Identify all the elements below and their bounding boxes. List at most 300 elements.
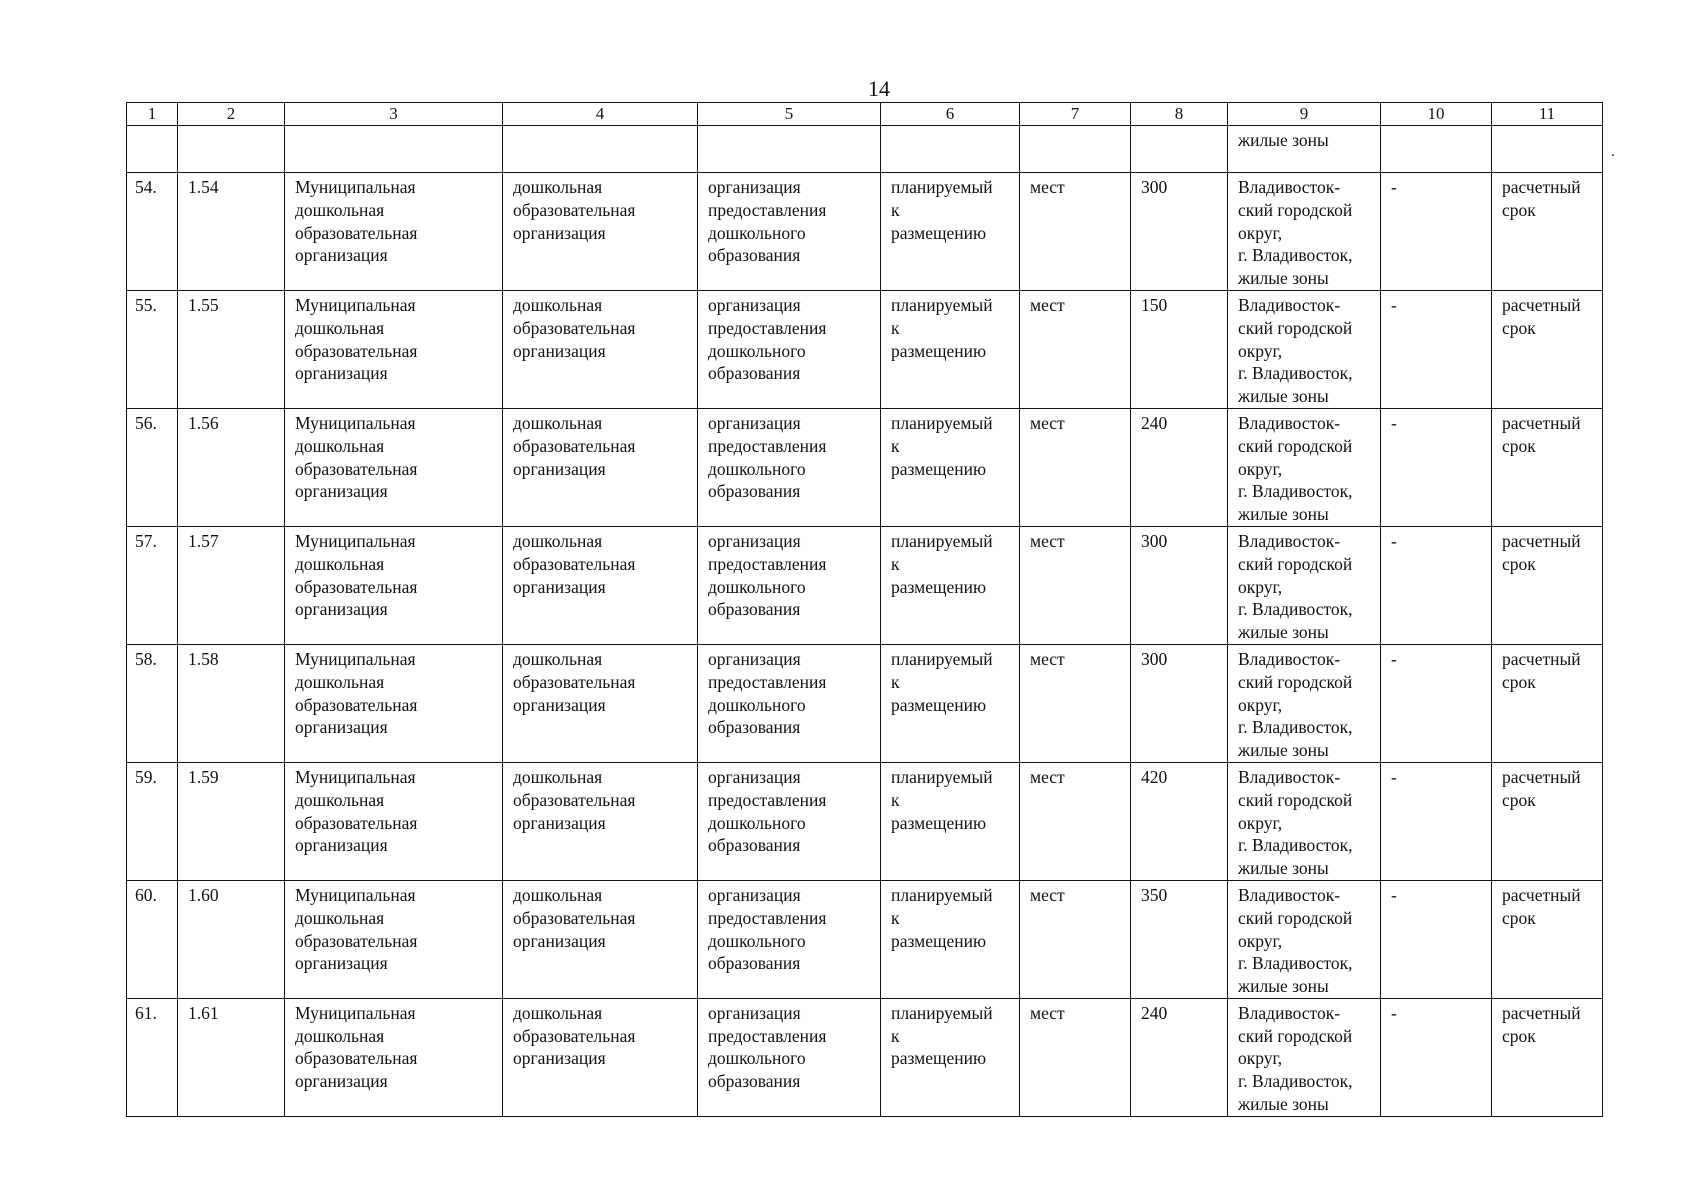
capacity-value: 420 [1141, 766, 1168, 787]
object-name-line: дошкольная [295, 789, 385, 810]
object-name-line: дошкольная [295, 317, 385, 338]
object-type-line: организация [513, 576, 606, 597]
measure-unit: мест [1030, 530, 1065, 551]
object-status-line: размещению [891, 340, 987, 361]
object-status-line: к [891, 907, 900, 928]
object-purpose-line: предоставления [708, 671, 827, 692]
object-purpose-cell [698, 408, 881, 526]
measure-unit-cell [1020, 173, 1131, 291]
object-status-line: к [891, 317, 900, 338]
object-code-cell [178, 998, 285, 1116]
implementation-term-line: срок [1502, 907, 1536, 928]
table-body [127, 103, 1603, 1117]
object-status-line: размещению [891, 694, 987, 715]
object-status-cell [881, 998, 1020, 1116]
object-purpose-line: предоставления [708, 435, 827, 456]
page-number: 14 [868, 76, 890, 101]
object-location-line: г. Владивосток, [1238, 481, 1353, 502]
object-status-line: планируемый [891, 530, 993, 551]
object-location-line: г. Владивосток, [1238, 363, 1353, 384]
implementation-term-cell [1492, 290, 1603, 408]
row-number-cell [127, 290, 178, 408]
empty-cell [698, 126, 881, 173]
row-number: 61. [135, 1002, 157, 1023]
implementation-term-line: расчетный [1502, 177, 1581, 197]
object-location-line: жилые зоны [1238, 1094, 1329, 1115]
continuation-location: жилые зоны [1228, 126, 1381, 173]
column-number: 11 [1492, 103, 1603, 126]
measure-unit-cell [1020, 880, 1131, 998]
measure-unit-cell [1020, 644, 1131, 762]
object-purpose-line: образования [708, 1071, 801, 1092]
object-status-cell [881, 880, 1020, 998]
object-code: 1.61 [188, 1002, 219, 1023]
object-name-line: образовательная [295, 340, 418, 361]
object-name-line: Муниципальная [295, 1002, 416, 1023]
object-status-line: планируемый [891, 766, 993, 787]
row-number: 54. [135, 177, 157, 197]
object-name-line: Муниципальная [295, 177, 416, 197]
measure-unit-cell [1020, 290, 1131, 408]
column-number: 1 [127, 103, 178, 126]
column-10-value: - [1391, 884, 1397, 905]
empty-cell [127, 126, 178, 173]
object-type-line: дошкольная [513, 648, 603, 669]
object-code-cell [178, 880, 285, 998]
object-status-line: размещению [891, 1048, 987, 1069]
object-type-line: образовательная [513, 671, 636, 692]
measure-unit: мест [1030, 294, 1065, 315]
object-purpose-line: организация [708, 412, 801, 433]
object-status-line: размещению [891, 576, 987, 597]
table-row [127, 644, 1603, 762]
object-name-line: образовательная [295, 222, 418, 243]
object-name-line: организация [295, 953, 388, 974]
object-name-line: образовательная [295, 576, 418, 597]
object-purpose-line: организация [708, 648, 801, 669]
empty-cell [178, 126, 285, 173]
object-name-line: организация [295, 717, 388, 738]
empty-cell [1020, 126, 1131, 173]
column-10-value-cell [1381, 998, 1492, 1116]
capacity-value-cell [1131, 644, 1228, 762]
object-name-line: дошкольная [295, 907, 385, 928]
object-purpose-line: образования [708, 835, 801, 856]
object-name-line: дошкольная [295, 199, 385, 220]
object-status-line: размещению [891, 930, 987, 951]
implementation-term-line: срок [1502, 1025, 1536, 1046]
column-10-value-cell [1381, 762, 1492, 880]
object-type-line: дошкольная [513, 884, 603, 905]
capacity-value-cell [1131, 762, 1228, 880]
implementation-term-line: расчетный [1502, 412, 1581, 433]
object-type-line: образовательная [513, 317, 636, 338]
object-purpose-line: образования [708, 599, 801, 620]
empty-cell [881, 126, 1020, 173]
table-row [127, 290, 1603, 408]
object-status-cell [881, 173, 1020, 291]
capacity-value-cell [1131, 290, 1228, 408]
object-location-line: жилые зоны [1238, 622, 1329, 643]
object-name-line: Муниципальная [295, 648, 416, 669]
object-code-cell [178, 762, 285, 880]
object-location-line: округ, [1238, 222, 1283, 243]
object-purpose-cell [698, 880, 881, 998]
row-number-cell [127, 762, 178, 880]
object-type-line: образовательная [513, 553, 636, 574]
object-purpose-line: предоставления [708, 1025, 827, 1046]
implementation-term-cell [1492, 173, 1603, 291]
column-10-value: - [1391, 766, 1397, 787]
scan-speck [1612, 154, 1614, 156]
object-purpose-cell [698, 762, 881, 880]
row-number: 58. [135, 648, 157, 669]
object-status-line: размещению [891, 222, 987, 243]
column-10-value: - [1391, 1002, 1397, 1023]
object-type-line: дошкольная [513, 530, 603, 551]
object-name-line: Муниципальная [295, 884, 416, 905]
object-type-cell [503, 998, 698, 1116]
object-purpose-cell [698, 290, 881, 408]
object-location-cell [1228, 998, 1381, 1116]
object-name-line: организация [295, 245, 388, 266]
implementation-term-line: срок [1502, 671, 1536, 692]
object-code-cell [178, 408, 285, 526]
implementation-term-line: срок [1502, 199, 1536, 220]
object-location-line: г. Владивосток, [1238, 599, 1353, 620]
implementation-term-cell [1492, 762, 1603, 880]
capacity-value: 300 [1141, 177, 1168, 197]
implementation-term-cell [1492, 998, 1603, 1116]
object-location-line: Владивосток- [1238, 1002, 1341, 1023]
object-code: 1.55 [188, 294, 219, 315]
object-location-line: жилые зоны [1238, 268, 1329, 289]
object-location-line: округ, [1238, 340, 1283, 361]
object-purpose-line: дошкольного [708, 694, 806, 715]
object-type-cell [503, 880, 698, 998]
object-type-line: организация [513, 930, 606, 951]
object-status-line: планируемый [891, 648, 993, 669]
implementation-term-line: срок [1502, 789, 1536, 810]
column-number: 4 [503, 103, 698, 126]
capacity-value: 300 [1141, 648, 1168, 669]
measure-unit: мест [1030, 766, 1065, 787]
object-status-line: размещению [891, 812, 987, 833]
object-location-line: жилые зоны [1238, 976, 1329, 997]
measure-unit-cell [1020, 526, 1131, 644]
object-location-line: округ, [1238, 458, 1283, 479]
object-name-line: Муниципальная [295, 412, 416, 433]
object-type-cell [503, 408, 698, 526]
column-number: 8 [1131, 103, 1228, 126]
object-location-cell [1228, 526, 1381, 644]
object-status-line: планируемый [891, 884, 993, 905]
object-code: 1.59 [188, 766, 219, 787]
measure-unit: мест [1030, 884, 1065, 905]
object-type-line: образовательная [513, 907, 636, 928]
object-location-line: Владивосток- [1238, 766, 1341, 787]
object-name-cell [285, 408, 503, 526]
column-10-value: - [1391, 648, 1397, 669]
capacity-value-cell [1131, 408, 1228, 526]
table-row [127, 880, 1603, 998]
object-purpose-line: образования [708, 717, 801, 738]
implementation-term-line: срок [1502, 553, 1536, 574]
object-purpose-line: организация [708, 884, 801, 905]
object-type-line: организация [513, 340, 606, 361]
capacity-value-cell [1131, 173, 1228, 291]
object-name-line: дошкольная [295, 671, 385, 692]
measure-unit-cell [1020, 408, 1131, 526]
table-row [127, 998, 1603, 1116]
object-purpose-line: предоставления [708, 789, 827, 810]
object-purpose-line: образования [708, 953, 801, 974]
measure-unit-cell [1020, 998, 1131, 1116]
column-10-value-cell [1381, 290, 1492, 408]
object-location-line: ский городской [1238, 671, 1353, 692]
object-name-line: организация [295, 835, 388, 856]
object-location-line: г. Владивосток, [1238, 835, 1353, 856]
object-type-cell [503, 526, 698, 644]
object-name-line: Муниципальная [295, 294, 416, 315]
object-location-line: жилые зоны [1238, 504, 1329, 525]
implementation-term-line: расчетный [1502, 648, 1581, 669]
object-name-line: образовательная [295, 930, 418, 951]
row-number: 56. [135, 412, 157, 433]
capacity-value-cell [1131, 880, 1228, 998]
column-10-value-cell [1381, 644, 1492, 762]
object-purpose-line: образования [708, 481, 801, 502]
object-status-cell [881, 644, 1020, 762]
object-purpose-line: предоставления [708, 553, 827, 574]
object-status-line: к [891, 789, 900, 810]
object-purpose-cell [698, 526, 881, 644]
object-type-line: организация [513, 222, 606, 243]
object-location-line: ский городской [1238, 1025, 1353, 1046]
object-status-line: размещению [891, 458, 987, 479]
object-name-cell [285, 880, 503, 998]
object-purpose-line: дошкольного [708, 222, 806, 243]
object-location-line: жилые зоны [1238, 858, 1329, 879]
object-status-cell [881, 762, 1020, 880]
capacity-value: 150 [1141, 294, 1168, 315]
object-location-line: г. Владивосток, [1238, 953, 1353, 974]
object-location-cell [1228, 173, 1381, 291]
object-type-line: образовательная [513, 435, 636, 456]
object-purpose-line: организация [708, 530, 801, 551]
object-status-line: планируемый [891, 294, 993, 315]
object-type-line: образовательная [513, 789, 636, 810]
object-purpose-line: организация [708, 766, 801, 787]
object-location-line: Владивосток- [1238, 530, 1341, 551]
object-name-cell [285, 173, 503, 291]
capacity-value-cell [1131, 526, 1228, 644]
object-location-line: округ, [1238, 1048, 1283, 1069]
object-status-line: к [891, 553, 900, 574]
object-type-cell [503, 290, 698, 408]
capacity-value: 240 [1141, 412, 1168, 433]
capacity-value: 350 [1141, 884, 1168, 905]
object-location-cell [1228, 880, 1381, 998]
object-code-cell [178, 173, 285, 291]
object-type-line: организация [513, 458, 606, 479]
column-10-value: - [1391, 530, 1397, 551]
object-location-line: Владивосток- [1238, 294, 1341, 315]
measure-unit-cell [1020, 762, 1131, 880]
column-10-value-cell [1381, 526, 1492, 644]
object-location-cell [1228, 408, 1381, 526]
object-name-line: организация [295, 363, 388, 384]
object-purpose-line: дошкольного [708, 576, 806, 597]
object-type-line: организация [513, 1048, 606, 1069]
object-name-line: образовательная [295, 1048, 418, 1069]
object-purpose-line: дошкольного [708, 458, 806, 479]
object-location-line: г. Владивосток, [1238, 245, 1353, 266]
measure-unit: мест [1030, 412, 1065, 433]
object-type-cell [503, 644, 698, 762]
column-number-row [127, 103, 1603, 126]
column-10-value-cell [1381, 408, 1492, 526]
object-name-line: организация [295, 1071, 388, 1092]
object-code-cell [178, 290, 285, 408]
object-location-line: жилые зоны [1238, 740, 1329, 761]
row-number: 60. [135, 884, 157, 905]
object-purpose-line: предоставления [708, 907, 827, 928]
object-type-cell [503, 762, 698, 880]
column-number: 6 [881, 103, 1020, 126]
column-number: 10 [1381, 103, 1492, 126]
object-status-line: к [891, 435, 900, 456]
empty-cell [503, 126, 698, 173]
object-location-line: округ, [1238, 694, 1283, 715]
object-status-cell [881, 290, 1020, 408]
measure-unit: мест [1030, 1002, 1065, 1023]
empty-cell [285, 126, 503, 173]
object-type-line: организация [513, 694, 606, 715]
object-type-line: образовательная [513, 199, 636, 220]
object-status-line: к [891, 671, 900, 692]
object-purpose-line: дошкольного [708, 1048, 806, 1069]
object-code: 1.57 [188, 530, 219, 551]
object-status-cell [881, 408, 1020, 526]
row-number-cell [127, 408, 178, 526]
object-location-line: г. Владивосток, [1238, 1071, 1353, 1092]
object-code-cell [178, 644, 285, 762]
object-purpose-line: организация [708, 294, 801, 315]
measure-unit: мест [1030, 648, 1065, 669]
object-status-line: планируемый [891, 177, 993, 197]
object-location-line: ский городской [1238, 435, 1353, 456]
table-row [127, 408, 1603, 526]
object-name-cell [285, 762, 503, 880]
column-10-value: - [1391, 412, 1397, 433]
object-code: 1.60 [188, 884, 219, 905]
implementation-term-line: расчетный [1502, 766, 1581, 787]
column-10-value-cell [1381, 173, 1492, 291]
object-location-line: жилые зоны [1238, 386, 1329, 407]
object-location-line: округ, [1238, 576, 1283, 597]
object-purpose-line: организация [708, 1002, 801, 1023]
implementation-term-cell [1492, 880, 1603, 998]
object-status-line: планируемый [891, 1002, 993, 1023]
object-code: 1.58 [188, 648, 219, 669]
empty-cell [1492, 126, 1603, 173]
object-name-cell [285, 290, 503, 408]
row-number: 57. [135, 530, 157, 551]
table-row [127, 173, 1603, 291]
column-10-value: - [1391, 177, 1397, 197]
object-purpose-line: дошкольного [708, 812, 806, 833]
object-purpose-line: предоставления [708, 317, 827, 338]
object-type-line: образовательная [513, 1025, 636, 1046]
capacity-value-cell [1131, 998, 1228, 1116]
column-number: 7 [1020, 103, 1131, 126]
column-number: 2 [178, 103, 285, 126]
object-purpose-cell [698, 998, 881, 1116]
row-number-cell [127, 644, 178, 762]
object-purpose-line: образования [708, 363, 801, 384]
object-location-line: ский городской [1238, 553, 1353, 574]
object-purpose-cell [698, 173, 881, 291]
object-location-line: ский городской [1238, 199, 1353, 220]
capacity-value: 240 [1141, 1002, 1168, 1023]
implementation-term-line: срок [1502, 317, 1536, 338]
object-type-line: дошкольная [513, 177, 603, 197]
object-type-line: дошкольная [513, 412, 603, 433]
object-name-cell [285, 644, 503, 762]
capacity-value: 300 [1141, 530, 1168, 551]
row-number-cell [127, 173, 178, 291]
table-row [127, 526, 1603, 644]
implementation-term-line: расчетный [1502, 1002, 1581, 1023]
continuation-row [127, 126, 1603, 173]
object-name-line: организация [295, 599, 388, 620]
table-row [127, 762, 1603, 880]
implementation-term-cell [1492, 526, 1603, 644]
object-location-cell [1228, 290, 1381, 408]
object-location-cell [1228, 644, 1381, 762]
object-status-line: к [891, 199, 900, 220]
object-name-cell [285, 526, 503, 644]
object-status-line: планируемый [891, 412, 993, 433]
column-number: 5 [698, 103, 881, 126]
column-10-value-cell [1381, 880, 1492, 998]
row-number-cell [127, 998, 178, 1116]
object-status-line: к [891, 1025, 900, 1046]
implementation-term-line: расчетный [1502, 530, 1581, 551]
column-number: 9 [1228, 103, 1381, 126]
object-purpose-line: предоставления [708, 199, 827, 220]
object-name-cell [285, 998, 503, 1116]
object-type-cell [503, 173, 698, 291]
implementation-term-line: срок [1502, 435, 1536, 456]
object-location-line: Владивосток- [1238, 177, 1341, 197]
implementation-term-cell [1492, 408, 1603, 526]
object-name-line: образовательная [295, 694, 418, 715]
planning-table [126, 102, 1603, 1117]
row-number-cell [127, 526, 178, 644]
object-purpose-line: дошкольного [708, 930, 806, 951]
empty-cell [1381, 126, 1492, 173]
object-location-line: Владивосток- [1238, 884, 1341, 905]
object-location-line: ский городской [1238, 907, 1353, 928]
object-name-line: организация [295, 481, 388, 502]
implementation-term-line: расчетный [1502, 884, 1581, 905]
column-number: 3 [285, 103, 503, 126]
column-10-value: - [1391, 294, 1397, 315]
object-purpose-line: образования [708, 245, 801, 266]
object-name-line: Муниципальная [295, 766, 416, 787]
